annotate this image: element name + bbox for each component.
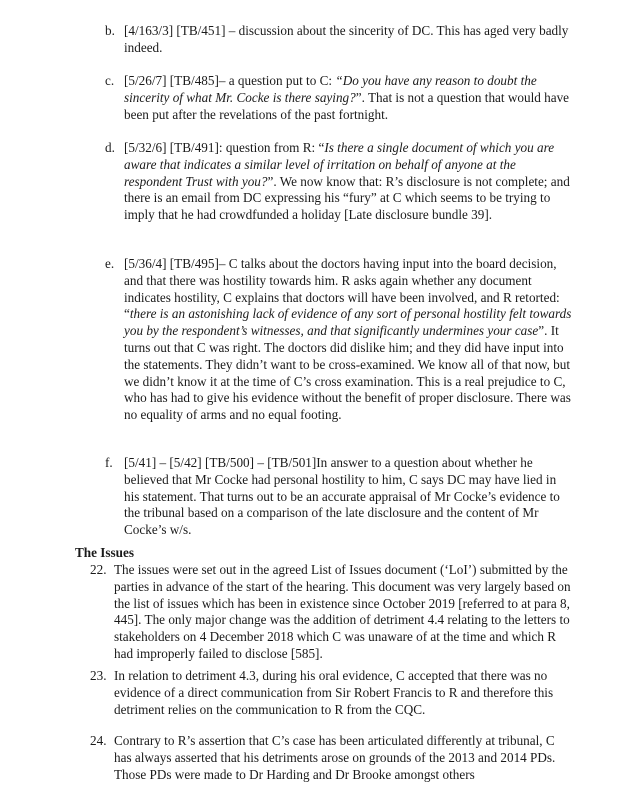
numbered-paragraph-23 <box>90 668 574 718</box>
text-run: [5/26/7] [TB/485]– a question put to C: <box>124 73 336 88</box>
numbered-paragraph-24 <box>90 733 574 783</box>
list-item-c <box>105 73 572 123</box>
text-run: ”. We now know that: R’s disclosure is not complete; and there is an email from DC expressing his “fury” at C which seems to be trying to imply that he had crowdfunded a holiday [Late disclosure bundle 39]. <box>124 173 570 223</box>
list-item-text <box>124 73 572 123</box>
paragraph-text: In relation to detriment 4.3, during his oral evidence, C accepted that there was no evidence of a direct communication from Sir Robert Francis to R and therefore this detriment relies on the communication to R from the CQC. <box>114 668 554 717</box>
text-run: [5/41] – [5/42] [TB/500] – [TB/501]In answer to a question about whether he believed that Mr Cocke had personal hostility to him, C says DC may have lied in his statement. That turns out to be an accurate appraisal of Mr Cocke’s evidence to the tribunal based on a comparison of the late disclosure and the content of Mr Cocke’s w/s. <box>124 455 560 538</box>
paragraph-text: Contrary to R’s assertion that C’s case has been articulated differently at tribunal, C has always asserted that his detriments arose on grounds of the 2013 and 2014 PDs. Those PDs were made to Dr Harding and Dr Brooke amongst others <box>114 733 556 782</box>
text-run: ”. It turns out that C was right. The doctors did dislike him; and they did have input into the statements. They didn’t want to be cross-examined. We know all of that now, but we didn’t know it at the time of C’s cross examination. This is a real prejudice to C, who has had to give his evidence without the benefit of proper disclosure. There was no equality of arms and no equal footing. <box>124 323 571 423</box>
list-item-text <box>124 23 572 57</box>
list-item-b <box>105 23 572 57</box>
text-run: [5/36/4] [TB/495]– C talks about the doctors having input into the board decision, and that there was hostility towards him. R asks again whether any document indicates hostility, C explains that doctors will have been involved, and R retorted: “ <box>124 256 560 322</box>
list-marker: e. <box>105 256 115 271</box>
numbered-paragraph-22 <box>90 562 574 663</box>
list-item-d <box>105 140 572 224</box>
list-item-text <box>124 455 572 539</box>
quoted-question: Is there a single document of which you are aware that indicates a similar level of irritation on behalf of anyone at the respondent Trust with you? <box>124 140 555 189</box>
quoted-statement: there is an astonishing lack of evidence of any sort of personal hostility felt towards you by the respondent’s witnesses, and that significantly undermines your case <box>124 306 572 339</box>
list-item-text <box>124 256 572 424</box>
list-item-text <box>124 140 572 224</box>
text-run: [5/32/6] [TB/491]: question from R: “ <box>124 140 325 155</box>
text-run: [4/163/3] [TB/451] – discussion about the sincerity of DC. This has aged very badly indeed. <box>124 23 569 55</box>
list-marker: d. <box>105 140 115 155</box>
list-marker: b. <box>105 23 115 38</box>
quoted-question: “Do you have any reason to doubt the sincerity of what Mr. Cocke is there saying? <box>124 73 537 105</box>
paragraph-text: The issues were set out in the agreed List of Issues document (‘LoI’) submitted by the parties in advance of the start of the hearing. This document was very largely based on the list of issues which has been in existence since October 2019 [referred to at para 8, 445]. The only major change was the addition of detriment 4.4 relating to the letters to stakeholders on 4 December 2018 which C was unaware of at the time and which R had improperly failed to disclose [585]. <box>114 562 571 661</box>
list-item-e <box>105 256 572 424</box>
list-item-f <box>105 455 572 539</box>
section-heading: The Issues <box>75 545 134 560</box>
paragraph-number: 23. <box>90 668 107 683</box>
paragraph-number: 24. <box>90 733 107 748</box>
list-marker: c. <box>105 73 115 88</box>
text-run: ”. That is not a question that would have been put after the revelations of the past fortnight. <box>124 89 570 122</box>
list-marker: f. <box>105 455 113 470</box>
paragraph-number: 22. <box>90 562 107 577</box>
